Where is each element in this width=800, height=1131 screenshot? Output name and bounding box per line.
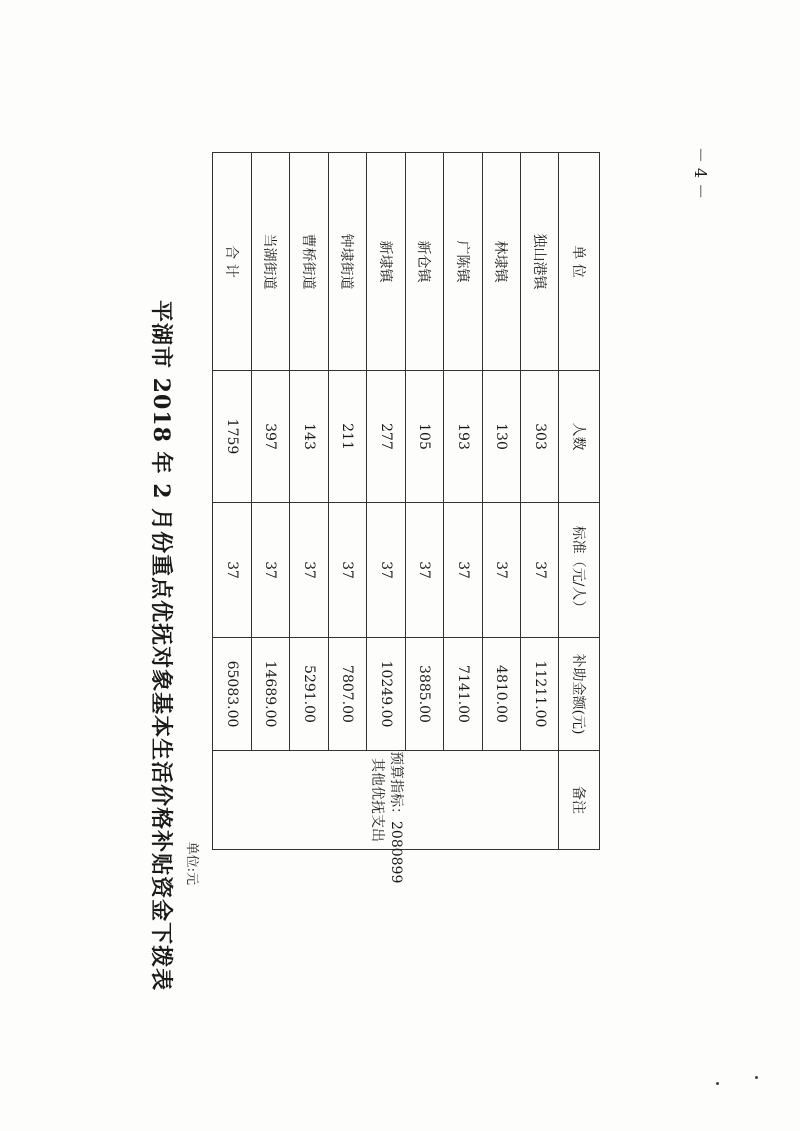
total-row [213,153,252,850]
subsidy-table [212,152,600,884]
table-row [290,153,328,850]
table-row [367,153,405,850]
total-standard: 37 [213,503,252,638]
row-count: 211 [328,371,366,503]
table-row [444,153,482,850]
header-notes: 备注 [559,751,600,850]
row-standard: 37 [405,503,443,638]
unit-label: 单位:元 [184,841,199,885]
table-row [521,153,559,850]
row-count: 303 [521,371,559,503]
table-row [251,153,289,850]
row-amount: 14689.00 [251,638,289,751]
header-amount: 补助金额(元) [559,638,600,751]
row-standard: 37 [290,503,328,638]
row-amount: 7141.00 [444,638,482,751]
row-count: 397 [251,371,289,503]
row-standard: 37 [521,503,559,638]
total-amount: 65083.00 [213,638,252,751]
row-standard: 37 [444,503,482,638]
row-unit: 钟埭街道 [328,153,366,371]
row-unit: 林埭镇 [482,153,520,371]
note-category-line: 其他优抚支出 [368,758,385,842]
table-row [482,153,520,850]
scan-speck [716,1082,719,1085]
row-standard: 37 [482,503,520,638]
row-standard: 37 [328,503,366,638]
total-label: 合 计 [213,153,252,371]
header-count: 人数 [559,371,600,503]
row-amount: 7807.00 [328,638,366,751]
table-header-row [559,153,600,850]
header-standard: 标准（元/人） [559,503,600,638]
total-count: 1759 [213,371,252,503]
header-unit: 单 位 [559,153,600,371]
row-count: 143 [290,371,328,503]
row-count: 277 [367,371,405,503]
row-unit: 广陈镇 [444,153,482,371]
row-standard: 37 [367,503,405,638]
table-row [405,153,443,850]
row-amount: 10249.00 [367,638,405,751]
row-count: 130 [482,371,520,503]
document-title: 平湖市 2018 年 2 月份重点优抚对象基本生活价格补贴资金下拨表 [148,300,174,992]
note-budget-line: 预算指标：2080899 [387,751,404,884]
row-amount: 5291.00 [290,638,328,751]
row-amount: 11211.00 [521,638,559,751]
notes-cell [213,751,559,884]
row-unit: 新埭镇 [367,153,405,371]
page-number: － 4 － [691,146,710,200]
table-row [328,153,366,850]
row-count: 105 [405,371,443,503]
row-unit: 独山港镇 [521,153,559,371]
scan-speck [755,1076,758,1079]
row-unit: 曹桥街道 [290,153,328,371]
row-standard: 37 [251,503,289,638]
row-count: 193 [444,371,482,503]
row-unit: 当湖街道 [251,153,289,371]
row-unit: 新仓镇 [405,153,443,371]
row-amount: 3885.00 [405,638,443,751]
row-amount: 4810.00 [482,638,520,751]
